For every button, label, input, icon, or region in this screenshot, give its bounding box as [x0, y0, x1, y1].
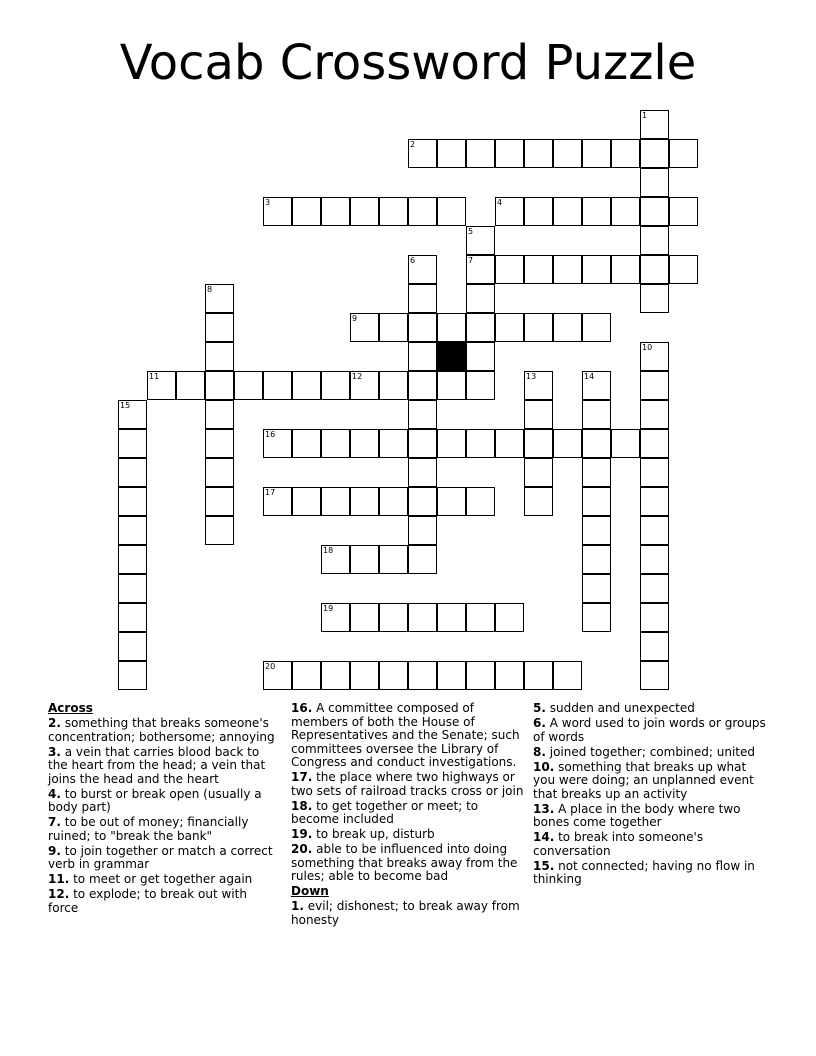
grid-cell[interactable] — [263, 197, 292, 226]
grid-cell[interactable] — [582, 545, 611, 574]
clue-down-8: 8. joined together; combined; united — [533, 744, 756, 759]
grid-cell[interactable] — [466, 487, 495, 516]
clue-number: 14 — [584, 372, 595, 381]
grid-cell[interactable] — [263, 661, 292, 690]
grid-cell[interactable] — [524, 371, 553, 400]
grid-cell[interactable] — [582, 458, 611, 487]
grid-cell[interactable] — [379, 313, 408, 342]
page-title: Vocab Crossword Puzzle — [119, 35, 697, 91]
grid-cell[interactable] — [495, 255, 524, 284]
grid-cell[interactable] — [437, 197, 466, 226]
clue-number: 17 — [265, 488, 276, 497]
grid-cell[interactable] — [118, 574, 147, 603]
grid-cell[interactable] — [611, 255, 640, 284]
clue-across-16: 16. A committee composed of members of both the House of Representatives and the Senate; such committees oversee the Library of Congress and conduct investigations. — [291, 701, 520, 769]
clue-number: 3 — [265, 198, 271, 207]
grid-cell[interactable] — [640, 632, 669, 661]
grid-cell[interactable] — [495, 429, 524, 458]
grid-cell[interactable] — [118, 661, 147, 690]
grid-cell[interactable] — [118, 603, 147, 632]
clue-number: 15 — [120, 401, 131, 410]
grid-cell[interactable] — [263, 487, 292, 516]
grid-cell[interactable] — [437, 603, 466, 632]
grid-cell[interactable] — [466, 313, 495, 342]
grid-cell[interactable] — [553, 429, 582, 458]
grid-cell[interactable] — [582, 197, 611, 226]
grid-cell[interactable] — [553, 197, 582, 226]
grid-cell[interactable] — [408, 284, 437, 313]
grid-cell[interactable] — [408, 139, 437, 168]
grid-cell[interactable] — [408, 458, 437, 487]
grid-cell[interactable] — [205, 400, 234, 429]
grid-cell[interactable] — [495, 603, 524, 632]
grid-cell[interactable] — [118, 429, 147, 458]
grid-cell[interactable] — [118, 458, 147, 487]
grid-cell[interactable] — [321, 371, 350, 400]
grid-cell[interactable] — [640, 342, 669, 371]
grid-cell[interactable] — [118, 400, 147, 429]
clue-down-14: 14. to break into someone's conversation — [533, 830, 704, 858]
grid-cell[interactable] — [640, 603, 669, 632]
grid-cell[interactable] — [408, 400, 437, 429]
grid-cell[interactable] — [524, 313, 553, 342]
grid-cell[interactable] — [408, 371, 437, 400]
grid-cell[interactable] — [205, 429, 234, 458]
clue-number: 6 — [410, 256, 416, 265]
grid-cell[interactable] — [553, 139, 582, 168]
grid-cell[interactable] — [553, 313, 582, 342]
grid-cell[interactable] — [379, 429, 408, 458]
clues-column-3 — [533, 702, 771, 888]
grid-cell[interactable] — [553, 661, 582, 690]
grid-cell[interactable] — [205, 371, 234, 400]
grid-cell[interactable] — [321, 661, 350, 690]
grid-cell[interactable] — [118, 632, 147, 661]
grid-cell[interactable] — [292, 429, 321, 458]
clue-number: 8 — [207, 285, 213, 294]
grid-cell[interactable] — [263, 429, 292, 458]
grid-cell[interactable] — [350, 197, 379, 226]
clue-down-13: 13. A place in the body where two bones come together — [533, 801, 741, 829]
grid-cell[interactable] — [495, 661, 524, 690]
clue-down-15: 15. not connected; having no flow in thinking — [533, 858, 755, 886]
grid-cell[interactable] — [669, 139, 698, 168]
grid-cell[interactable] — [582, 429, 611, 458]
grid-cell[interactable] — [234, 371, 263, 400]
clue-across-4: 4. to burst or break open (usually a body part) — [48, 786, 262, 814]
clue-number: 16 — [265, 430, 276, 439]
down-heading: Down — [291, 884, 329, 898]
grid-cell[interactable] — [205, 516, 234, 545]
grid-cell[interactable] — [292, 197, 321, 226]
grid-cell[interactable] — [321, 197, 350, 226]
grid-cell[interactable] — [466, 226, 495, 255]
grid-cell[interactable] — [205, 342, 234, 371]
grid-cell[interactable] — [524, 400, 553, 429]
grid-cell[interactable] — [408, 429, 437, 458]
clue-down-6: 6. A word used to join words or groups of words — [533, 716, 766, 744]
grid-cell[interactable] — [640, 429, 669, 458]
grid-cell[interactable] — [408, 255, 437, 284]
clue-across-18: 18. to get together or meet; to become included — [291, 798, 479, 826]
grid-cell[interactable] — [350, 371, 379, 400]
grid-cell[interactable] — [640, 545, 669, 574]
grid-cell[interactable] — [466, 603, 495, 632]
grid-cell[interactable] — [350, 545, 379, 574]
grid-cell[interactable] — [524, 458, 553, 487]
grid-cell[interactable] — [147, 371, 176, 400]
clue-number: 13 — [526, 372, 537, 381]
clue-across-20: 20. able to be influenced into doing something that breaks away from the rules; able to become bad — [291, 842, 518, 883]
grid-cell[interactable] — [379, 603, 408, 632]
grid-cell[interactable] — [321, 487, 350, 516]
grid-cell[interactable] — [466, 255, 495, 284]
grid-cell[interactable] — [524, 139, 553, 168]
grid-cell[interactable] — [118, 487, 147, 516]
grid-cell[interactable] — [379, 661, 408, 690]
grid-cell[interactable] — [582, 516, 611, 545]
grid-cell[interactable] — [408, 197, 437, 226]
grid-cell[interactable] — [524, 429, 553, 458]
grid-cell[interactable] — [408, 516, 437, 545]
grid-cell[interactable] — [582, 603, 611, 632]
grid-cell[interactable] — [640, 400, 669, 429]
clue-number: 5 — [468, 227, 474, 236]
grid-cell[interactable] — [640, 487, 669, 516]
grid-cell[interactable] — [321, 545, 350, 574]
grid-cell[interactable] — [582, 400, 611, 429]
grid-cell[interactable] — [350, 313, 379, 342]
grid-cell[interactable] — [437, 371, 466, 400]
grid-cell[interactable] — [321, 603, 350, 632]
grid-cell[interactable] — [350, 487, 379, 516]
grid-cell[interactable] — [495, 313, 524, 342]
grid-cell[interactable] — [350, 429, 379, 458]
grid-cell[interactable] — [408, 487, 437, 516]
clue-down-1: 1. evil; dishonest; to break away from honesty — [291, 899, 520, 927]
grid-cell[interactable] — [379, 197, 408, 226]
clue-down-5: 5. sudden and unexpected — [533, 701, 695, 715]
grid-cell[interactable] — [611, 139, 640, 168]
grid-cell[interactable] — [408, 661, 437, 690]
grid-cell[interactable] — [466, 139, 495, 168]
grid-cell[interactable] — [263, 371, 292, 400]
grid-cell[interactable] — [582, 574, 611, 603]
clue-number: 2 — [410, 140, 416, 149]
grid-cell[interactable] — [466, 284, 495, 313]
grid-cell[interactable] — [292, 661, 321, 690]
clue-number: 11 — [149, 372, 160, 381]
grid-cell[interactable] — [640, 574, 669, 603]
grid-cell[interactable] — [640, 168, 669, 197]
grid-cell[interactable] — [437, 661, 466, 690]
clue-across-3: 3. a vein that carries blood back to the heart from the head; a vein that joins the head and the heart — [48, 744, 266, 786]
grid-cell[interactable] — [611, 197, 640, 226]
clues-column-1 — [48, 702, 276, 917]
black-cell — [437, 342, 466, 371]
clue-down-10: 10. something that breaks up what you were doing; an unplanned event that breaks up an activity — [533, 759, 754, 801]
grid-cell[interactable] — [408, 342, 437, 371]
grid-cell[interactable] — [611, 429, 640, 458]
grid-cell[interactable] — [118, 516, 147, 545]
grid-cell[interactable] — [379, 371, 408, 400]
grid-cell[interactable] — [669, 255, 698, 284]
grid-cell[interactable] — [495, 197, 524, 226]
grid-cell[interactable] — [176, 371, 205, 400]
grid-cell[interactable] — [205, 284, 234, 313]
grid-cell[interactable] — [466, 371, 495, 400]
clue-number: 20 — [265, 662, 276, 671]
grid-cell[interactable] — [437, 487, 466, 516]
grid-cell[interactable] — [205, 458, 234, 487]
across-heading: Across — [48, 701, 93, 715]
clue-across-17: 17. the place where two highways or two sets of railroad tracks cross or join — [291, 770, 524, 798]
clue-across-9: 9. to join together or match a correct verb in grammar — [48, 843, 273, 871]
clue-number: 4 — [497, 198, 503, 207]
clue-number: 1 — [642, 111, 648, 120]
grid-cell[interactable] — [466, 342, 495, 371]
grid-cell[interactable] — [524, 197, 553, 226]
grid-cell[interactable] — [437, 139, 466, 168]
grid-cell[interactable] — [582, 139, 611, 168]
grid-cell[interactable] — [640, 661, 669, 690]
clue-across-11: 11. to meet or get together again — [48, 872, 253, 886]
grid-cell[interactable] — [321, 429, 350, 458]
grid-cell[interactable] — [466, 429, 495, 458]
grid-cell[interactable] — [640, 139, 669, 168]
grid-cell[interactable] — [524, 487, 553, 516]
grid-cell[interactable] — [350, 603, 379, 632]
clue-number: 12 — [352, 372, 363, 381]
grid-cell[interactable] — [640, 255, 669, 284]
grid-cell[interactable] — [640, 284, 669, 313]
grid-cell[interactable] — [640, 371, 669, 400]
grid-cell[interactable] — [582, 487, 611, 516]
grid-cell[interactable] — [640, 110, 669, 139]
clue-number: 18 — [323, 546, 334, 555]
grid-cell[interactable] — [205, 313, 234, 342]
clue-across-7: 7. to be out of money; financially ruined; to "break the bank" — [48, 815, 249, 843]
clues-column-2 — [291, 702, 527, 929]
grid-cell[interactable] — [292, 487, 321, 516]
grid-cell[interactable] — [582, 313, 611, 342]
grid-cell[interactable] — [118, 545, 147, 574]
clue-across-12: 12. to explode; to break out with force — [48, 887, 247, 915]
grid-cell[interactable] — [524, 661, 553, 690]
grid-cell[interactable] — [640, 458, 669, 487]
clue-number: 7 — [468, 256, 474, 265]
grid-cell[interactable] — [495, 139, 524, 168]
grid-cell[interactable] — [379, 487, 408, 516]
grid-cell[interactable] — [205, 487, 234, 516]
clue-number: 19 — [323, 604, 334, 613]
grid-cell[interactable] — [640, 197, 669, 226]
grid-cell[interactable] — [466, 661, 495, 690]
clue-across-2: 2. something that breaks someone's concentration; bothersome; annoying — [48, 716, 275, 744]
grid-cell[interactable] — [437, 429, 466, 458]
grid-cell[interactable] — [640, 516, 669, 545]
grid-cell[interactable] — [669, 197, 698, 226]
grid-cell[interactable] — [437, 313, 466, 342]
grid-cell[interactable] — [408, 603, 437, 632]
grid-cell[interactable] — [640, 226, 669, 255]
grid-cell[interactable] — [379, 545, 408, 574]
clue-number: 9 — [352, 314, 358, 323]
clue-across-19: 19. to break up, disturb — [291, 827, 435, 841]
clue-number: 10 — [642, 343, 653, 352]
grid-cell[interactable] — [582, 255, 611, 284]
grid-cell[interactable] — [408, 545, 437, 574]
grid-cell[interactable] — [292, 371, 321, 400]
grid-cell[interactable] — [350, 661, 379, 690]
grid-cell[interactable] — [408, 313, 437, 342]
grid-cell[interactable] — [524, 255, 553, 284]
grid-cell[interactable] — [582, 371, 611, 400]
grid-cell[interactable] — [553, 255, 582, 284]
